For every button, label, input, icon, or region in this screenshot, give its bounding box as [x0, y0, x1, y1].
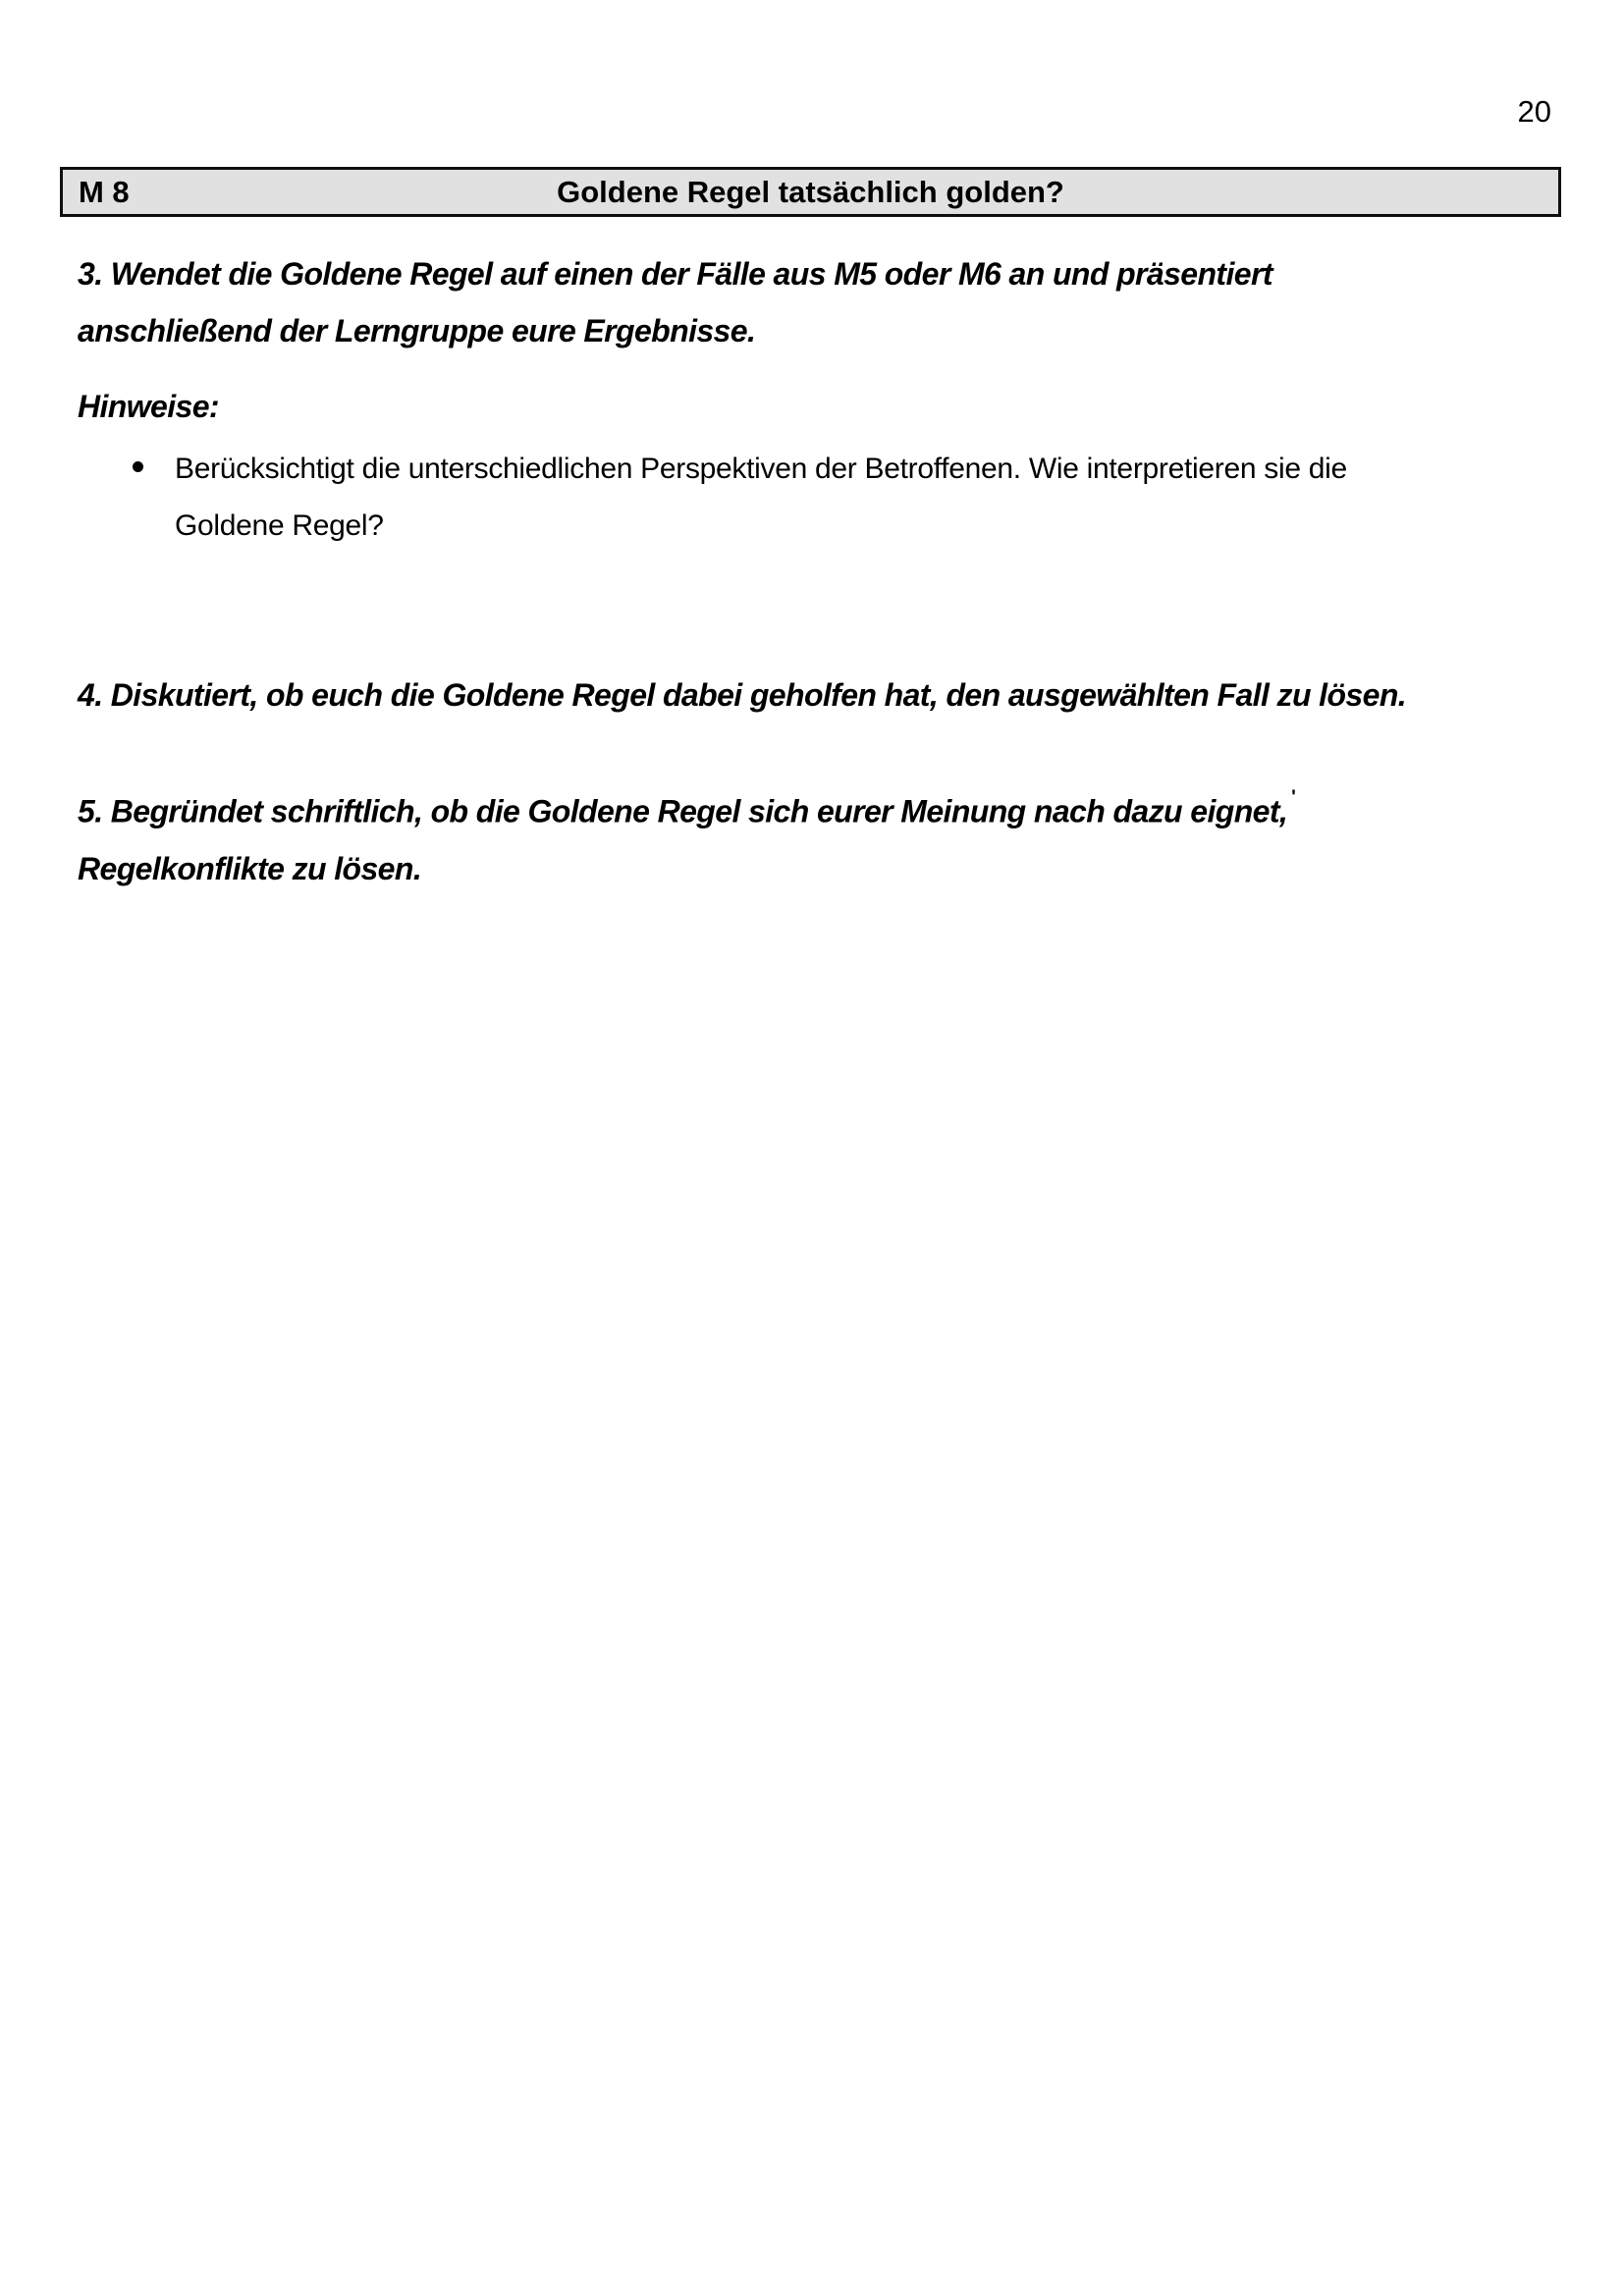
- bullet-icon: [133, 461, 143, 472]
- task-3-line-2: anschließend der Lerngruppe eure Ergebnisse.: [78, 313, 756, 348]
- task-3-line-1: 3. Wendet die Goldene Regel auf einen der Fälle aus M5 oder M6 an und präsentiert: [78, 256, 1272, 292]
- hints-label: Hinweise:: [78, 389, 219, 424]
- worksheet-title: Goldene Regel tatsächlich golden?: [557, 174, 1064, 209]
- task-5-paragraph: [78, 777, 1295, 897]
- task-5-line-1-text: 5. Begründet schriftlich, ob die Goldene Regel sich eurer Meinung nach dazu eignet,: [78, 793, 1288, 829]
- task-5-line-1: [78, 777, 1295, 840]
- hint-line-1: Berücksichtigt die unterschiedlichen Perspektiven der Betroffenen. Wie interpretieren sie die: [175, 453, 1347, 485]
- task-3-paragraph: [78, 245, 1272, 359]
- material-code: M 8: [79, 174, 130, 209]
- task-4-paragraph: [78, 667, 1406, 723]
- hint-line-2: Goldene Regel?: [175, 509, 384, 542]
- task-4-line-1: 4. Diskutiert, ob euch die Goldene Regel dabei geholfen hat, den ausgewählten Fall zu lösen.: [78, 677, 1407, 713]
- hint-item: [78, 441, 1347, 555]
- worksheet-header-bar: [60, 167, 1561, 217]
- footnote-mark: ': [1291, 787, 1296, 808]
- hints-list: [78, 441, 1347, 555]
- page-number: 20: [1517, 94, 1551, 129]
- task-5-line-2: Regelkonflikte zu lösen.: [78, 850, 422, 886]
